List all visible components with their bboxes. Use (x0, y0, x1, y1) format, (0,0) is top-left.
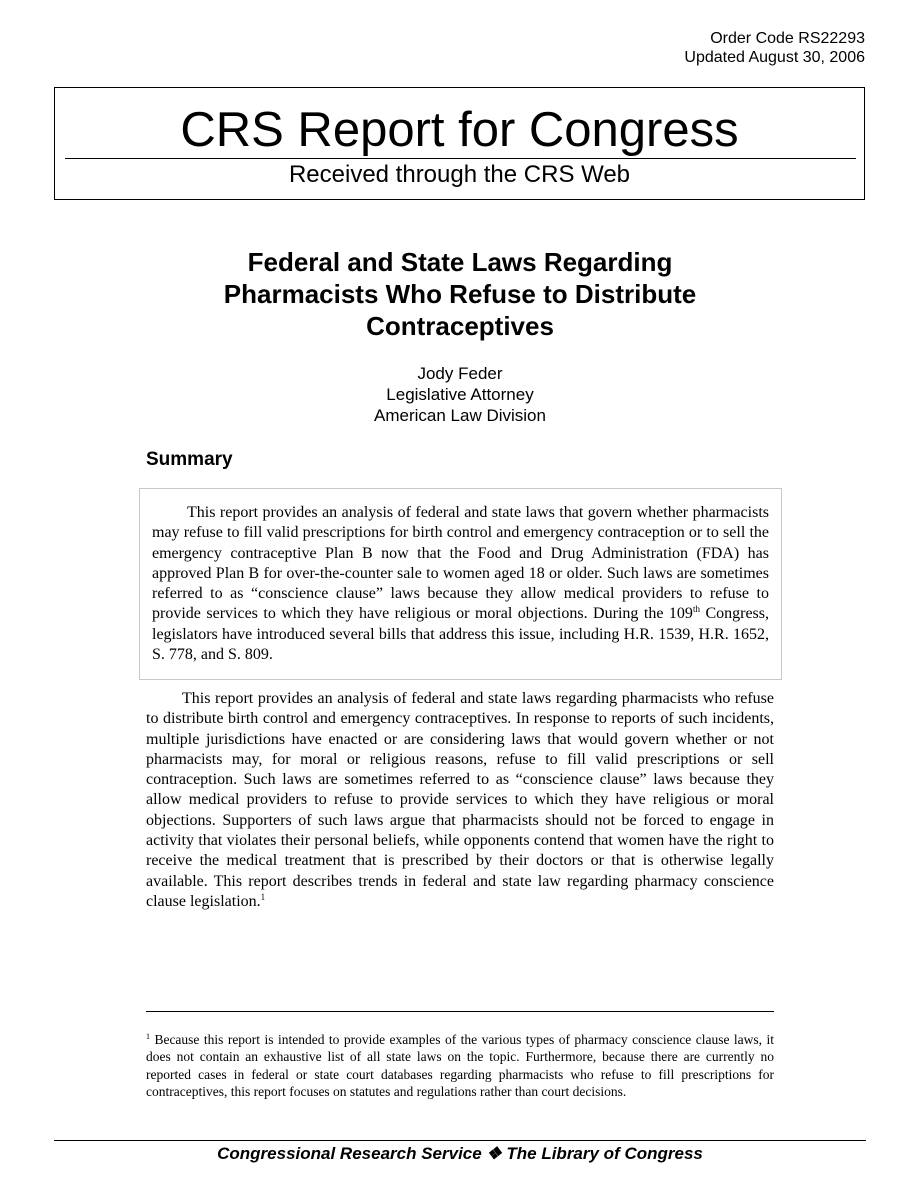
footnote (146, 1031, 774, 1100)
author-division: American Law Division (374, 406, 546, 425)
report-header-box (54, 87, 865, 200)
footer-divider (54, 1140, 866, 1141)
header-subtitle: Received through the CRS Web (288, 161, 631, 188)
summary-superscript: th (692, 604, 700, 615)
header-divider (65, 158, 856, 159)
order-info (684, 29, 865, 67)
footnote-reference[interactable]: 1 (260, 891, 266, 902)
report-title (146, 246, 774, 342)
author-name: Jody Feder (417, 364, 503, 383)
report-title-line-2: Pharmacists Who Refuse to Distribute (223, 279, 697, 309)
footnote-marker: 1 (146, 1032, 150, 1041)
summary-box (139, 488, 782, 680)
report-title-line-1: Federal and State Laws Regarding (247, 247, 673, 277)
body-paragraph (146, 689, 774, 912)
footnote-text: Because this report is intended to provide examples of the various types of pharmacy conscience clause laws, it does not contain an exhaustive list of all state laws on the topic. Furthermore, because there are currently no reported cases in federal or state court databases regarding pharmacists who refuse to fill prescriptions for contraceptives, this report focuses on statutes and regulations rather than court decisions. (146, 1032, 774, 1099)
summary-text (152, 503, 769, 665)
report-title-line-3: Contraceptives (366, 311, 554, 341)
author-block (146, 363, 774, 426)
body-paragraph-text: This report provides an analysis of federal and state laws regarding pharmacists who refuse to distribute birth control and emergency contraceptives. In response to reports of such incidents, multiple jurisdictions have enacted or are considering laws that would govern whether or not pharmacists may, for moral or religious reasons, refuse to fill valid prescriptions or sell contraception. Such laws are sometimes referred to as “conscience clause” laws because they allow medical providers to refuse to provide services to which they have religious or moral objections. Supporters of such laws argue that pharmacists should not be forced to engage in activity that violates their personal beliefs, while opponents contend that women have the right to receive the medical treatment that is prescribed by their doctors or that is otherwise legally available. This report describes trends in federal and state law regarding pharmacy conscience clause legislation. (146, 690, 774, 910)
summary-text-part-2: Congress, legislators have introduced several bills that address this issue, including H.R. 1539, H.R. 1652, S. 778, and S. 809. (152, 605, 770, 664)
header-title: CRS Report for Congress (180, 103, 739, 157)
order-code: Order Code RS22293 (710, 30, 865, 47)
footnote-divider (146, 1011, 774, 1012)
updated-date: Updated August 30, 2006 (684, 49, 865, 66)
summary-heading: Summary (146, 449, 233, 470)
summary-text-part-1: This report provides an analysis of federal and state laws that govern whether pharmacists may refuse to fill valid prescriptions for birth control and emergency contraception or to sell the emergency contraceptive Plan B now that the Food and Drug Administration (FDA) has approved Plan B for over-the-counter sale to women aged 18 or older. Such laws are sometimes referred to as “conscience clause” laws because they allow medical providers to refuse to provide services to which they have religious or moral objections. During the 109 (152, 504, 769, 623)
author-role: Legislative Attorney (386, 385, 534, 404)
footer-text: Congressional Research Service ❖ The Library of Congress (217, 1144, 703, 1163)
